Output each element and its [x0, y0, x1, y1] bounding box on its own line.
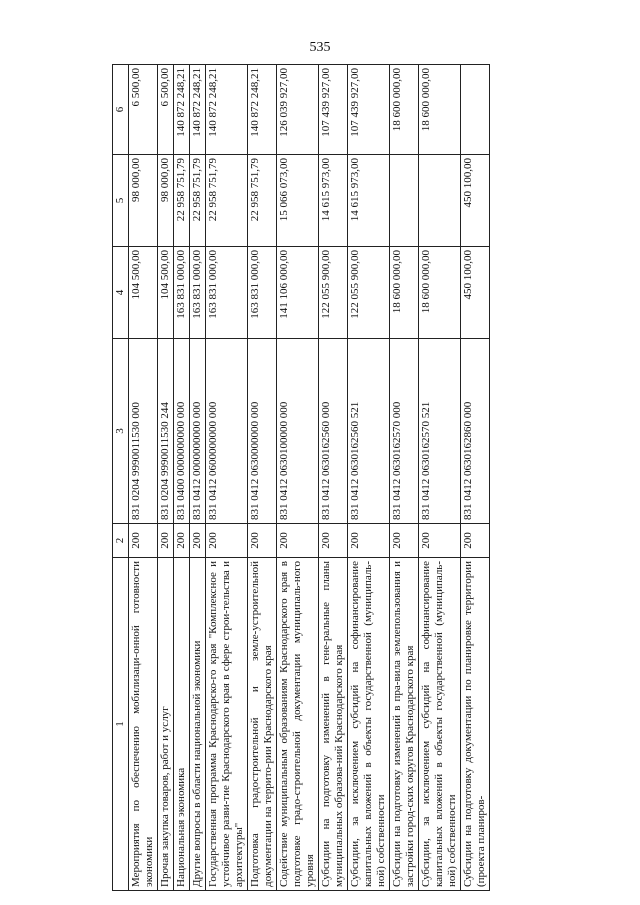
- row-code-cell: 200: [419, 524, 461, 558]
- row-amount-cell: 6 500,00: [158, 65, 174, 155]
- row-code-cell: 200: [158, 524, 174, 558]
- row-code-cell: 200: [174, 524, 190, 558]
- row-code-cell: 200: [461, 524, 490, 558]
- row-amount-cell: 126 039 927,00: [277, 65, 319, 155]
- column-header: 6: [113, 65, 129, 155]
- row-amount-cell: 140 872 248,21: [248, 65, 277, 155]
- row-name-cell: Субсидии, за исключением субсидий на софинансирование капитальных вложений в объекты государственной (муниципаль-ной) собственности: [419, 558, 461, 891]
- row-classification-cell: 831 0412 0000000000 000: [190, 339, 206, 524]
- table-row: [190, 65, 206, 891]
- row-classification-cell: 831 0400 0000000000 000: [174, 339, 190, 524]
- row-classification-cell: 831 0412 0630162560 000: [319, 339, 348, 524]
- row-amount-cell: 141 106 000,00: [277, 247, 319, 339]
- row-amount-cell: 450 100,00: [461, 155, 490, 247]
- row-name-cell: Субсидии, за исключением субсидий на софинансирование капитальных вложений в объекты государственной (муниципаль-ной) собственности: [348, 558, 390, 891]
- row-amount-cell: 22 958 751,79: [206, 155, 248, 247]
- row-amount-cell: 140 872 248,21: [190, 65, 206, 155]
- table-row: [174, 65, 190, 891]
- row-amount-cell: 6 500,00: [129, 65, 158, 155]
- table-row: [206, 65, 248, 891]
- row-amount-cell: 14 615 973,00: [348, 155, 390, 247]
- row-code-cell: 200: [348, 524, 390, 558]
- row-code-cell: 200: [277, 524, 319, 558]
- row-amount-cell: 163 831 000,00: [174, 247, 190, 339]
- budget-table-wrapper: [112, 65, 618, 891]
- row-code-cell: 200: [190, 524, 206, 558]
- table-row: [348, 65, 390, 891]
- row-amount-cell: 450 100,00: [461, 247, 490, 339]
- row-classification-cell: 831 0412 0630100000 000: [277, 339, 319, 524]
- row-amount-cell: 107 439 927,00: [319, 65, 348, 155]
- row-amount-cell: 15 066 073,00: [277, 155, 319, 247]
- page-number: 535: [309, 40, 331, 55]
- row-name-cell: Содействие муниципальным образованиям Краснодарского края в подготовке градо-строительной документации муниципаль-ного уровня: [277, 558, 319, 891]
- row-classification-cell: 831 0412 0600000000 000: [206, 339, 248, 524]
- row-amount-cell: [390, 155, 419, 247]
- row-amount-cell: [461, 65, 490, 155]
- column-header: 3: [113, 339, 129, 524]
- row-classification-cell: 831 0412 0630162570 000: [390, 339, 419, 524]
- row-classification-cell: 831 0204 9990011530 244: [158, 339, 174, 524]
- column-header: 4: [113, 247, 129, 339]
- table-row: [129, 65, 158, 891]
- row-amount-cell: 163 831 000,00: [206, 247, 248, 339]
- row-amount-cell: 18 600 000,00: [390, 247, 419, 339]
- table-row: [248, 65, 277, 891]
- row-amount-cell: 163 831 000,00: [190, 247, 206, 339]
- row-amount-cell: 107 439 927,00: [348, 65, 390, 155]
- row-name-cell: Национальная экономика: [174, 558, 190, 891]
- table-row: [461, 65, 490, 891]
- row-code-cell: 200: [319, 524, 348, 558]
- row-amount-cell: 18 600 000,00: [419, 65, 461, 155]
- budget-table: [112, 64, 490, 891]
- row-code-cell: 200: [129, 524, 158, 558]
- row-amount-cell: 163 831 000,00: [248, 247, 277, 339]
- row-amount-cell: 122 055 900,00: [348, 247, 390, 339]
- row-amount-cell: 140 872 248,21: [174, 65, 190, 155]
- table-row: [390, 65, 419, 891]
- row-classification-cell: 831 0204 9990011530 000: [129, 339, 158, 524]
- table-row: [419, 65, 461, 891]
- row-amount-cell: 98 000,00: [129, 155, 158, 247]
- row-amount-cell: 14 615 973,00: [319, 155, 348, 247]
- row-name-cell: Субсидии на подготовку изменений в пра-вила землепользования и застройки город-ских округов Краснодарского края: [390, 558, 419, 891]
- row-code-cell: 200: [390, 524, 419, 558]
- row-classification-cell: 831 0412 0630000000 000: [248, 339, 277, 524]
- row-name-cell: Государственная программа Краснодарско-го края "Комплексное и устойчивое разви-тие Краснодарского края в сфере строи-тельства и архитектуры": [206, 558, 248, 891]
- table-row: [277, 65, 319, 891]
- row-classification-cell: 831 0412 0630162860 000: [461, 339, 490, 524]
- table-row: [158, 65, 174, 891]
- column-header: 5: [113, 155, 129, 247]
- table-header-row: [113, 65, 129, 891]
- table-body: [129, 65, 490, 891]
- row-amount-cell: 122 055 900,00: [319, 247, 348, 339]
- row-name-cell: Прочая закупка товаров, работ и услуг: [158, 558, 174, 891]
- rotated-page-content: [112, 65, 618, 891]
- row-amount-cell: 98 000,00: [158, 155, 174, 247]
- row-amount-cell: 22 958 751,79: [248, 155, 277, 247]
- row-name-cell: Мероприятия по обеспечению мобилизаци-онной готовности экономики: [129, 558, 158, 891]
- column-header: 1: [113, 558, 129, 891]
- row-classification-cell: 831 0412 0630162560 521: [348, 339, 390, 524]
- row-amount-cell: 140 872 248,21: [206, 65, 248, 155]
- row-amount-cell: 104 500,00: [129, 247, 158, 339]
- row-classification-cell: 831 0412 0630162570 521: [419, 339, 461, 524]
- row-name-cell: Другие вопросы в области национальной экономики: [190, 558, 206, 891]
- row-name-cell: Подготовка градостроительной и земле-устроительной документации на террито-рии Краснодарского края: [248, 558, 277, 891]
- row-code-cell: 200: [206, 524, 248, 558]
- row-amount-cell: 18 600 000,00: [419, 247, 461, 339]
- row-amount-cell: 104 500,00: [158, 247, 174, 339]
- row-amount-cell: 22 958 751,79: [174, 155, 190, 247]
- row-name-cell: Субсидии на подготовку изменений в гене-ральные планы муниципальных образова-ний Краснодарского края: [319, 558, 348, 891]
- row-amount-cell: [419, 155, 461, 247]
- column-header: 2: [113, 524, 129, 558]
- table-row: [319, 65, 348, 891]
- row-name-cell: Субсидии на подготовку документации по планировке территории (проекта планиров-: [461, 558, 490, 891]
- row-code-cell: 200: [248, 524, 277, 558]
- row-amount-cell: 18 600 000,00: [390, 65, 419, 155]
- row-amount-cell: 22 958 751,79: [190, 155, 206, 247]
